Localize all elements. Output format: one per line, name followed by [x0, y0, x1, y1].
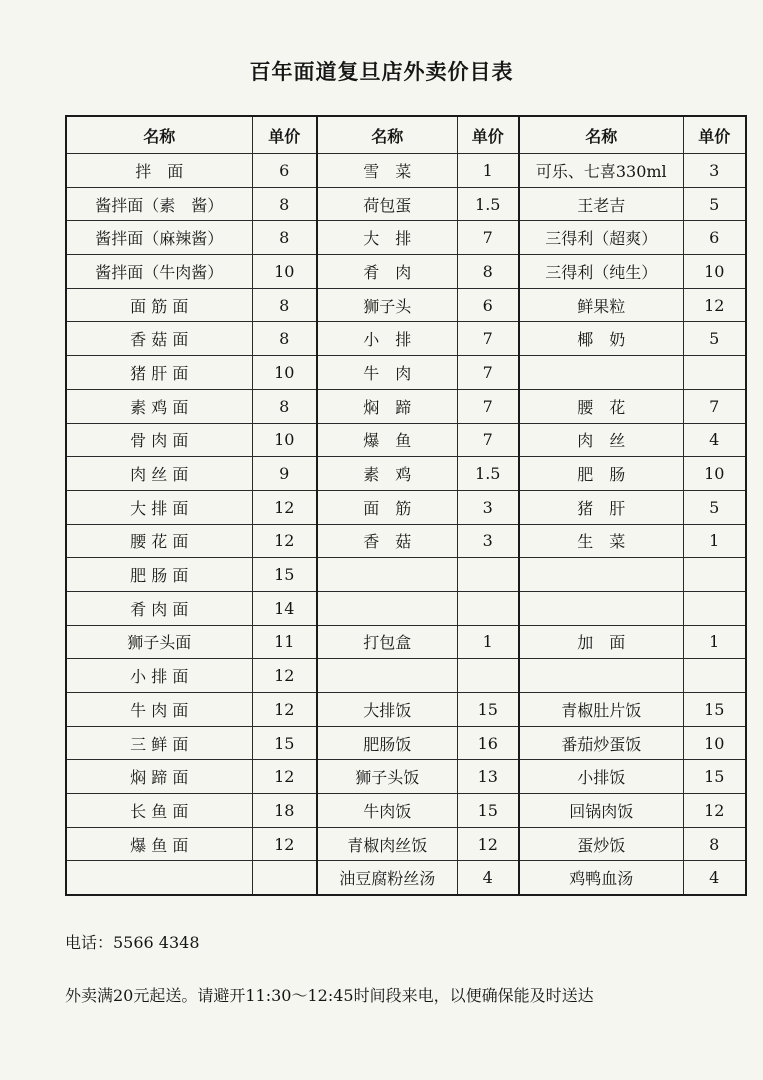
page-title: 百年面道复旦店外卖价目表 — [249, 60, 514, 84]
item-price: 15 — [252, 558, 317, 592]
item-price: 12 — [683, 288, 746, 322]
column-header-name: 名称 — [317, 116, 457, 154]
item-price — [457, 591, 519, 625]
item-name: 打包盒 — [317, 625, 457, 659]
item-price: 12 — [683, 794, 746, 828]
table-row — [66, 558, 746, 592]
item-price: 6 — [683, 221, 746, 255]
item-name: 牛肉饭 — [317, 794, 457, 828]
table-row — [66, 255, 746, 289]
item-name — [317, 659, 457, 693]
item-name: 面 筋 — [317, 490, 457, 524]
item-name: 焖 蹄 — [317, 389, 457, 423]
item-price: 15 — [252, 726, 317, 760]
item-price: 18 — [252, 794, 317, 828]
table-row — [66, 389, 746, 423]
item-price: 1 — [457, 625, 519, 659]
item-name: 三得利（纯生） — [519, 255, 683, 289]
table-row — [66, 356, 746, 390]
item-price — [457, 558, 519, 592]
item-name — [519, 356, 683, 390]
item-name: 青椒肉丝饭 — [317, 827, 457, 861]
item-price — [683, 356, 746, 390]
item-price: 1 — [683, 524, 746, 558]
item-name — [317, 558, 457, 592]
item-price: 8 — [252, 221, 317, 255]
column-header-name: 名称 — [519, 116, 683, 154]
column-header-price: 单价 — [457, 116, 519, 154]
item-price: 12 — [252, 659, 317, 693]
table-row — [66, 187, 746, 221]
item-price: 8 — [252, 288, 317, 322]
item-price: 12 — [252, 490, 317, 524]
item-price: 12 — [252, 827, 317, 861]
item-price: 7 — [683, 389, 746, 423]
item-name: 小排饭 — [519, 760, 683, 794]
item-price: 10 — [252, 423, 317, 457]
price-table-body — [66, 154, 746, 896]
table-row — [66, 322, 746, 356]
item-price: 8 — [252, 187, 317, 221]
item-price — [252, 861, 317, 895]
item-name: 肥 肠 — [519, 457, 683, 491]
item-price: 6 — [252, 154, 317, 188]
table-row — [66, 591, 746, 625]
item-name: 油豆腐粉丝汤 — [317, 861, 457, 895]
item-name: 素 鸡 面 — [66, 389, 252, 423]
table-row — [66, 625, 746, 659]
item-name: 肥 肠 面 — [66, 558, 252, 592]
item-name: 狮子头面 — [66, 625, 252, 659]
item-name: 回锅肉饭 — [519, 794, 683, 828]
item-price: 12 — [252, 524, 317, 558]
item-price: 1 — [683, 625, 746, 659]
item-name: 腰 花 面 — [66, 524, 252, 558]
item-name: 酱拌面（麻辣酱） — [66, 221, 252, 255]
column-header-name: 名称 — [66, 116, 252, 154]
item-name: 三 鲜 面 — [66, 726, 252, 760]
item-name: 小 排 面 — [66, 659, 252, 693]
item-name — [519, 558, 683, 592]
item-name: 生 菜 — [519, 524, 683, 558]
item-name: 肴 肉 — [317, 255, 457, 289]
item-price: 10 — [252, 255, 317, 289]
item-name: 鸡鸭血汤 — [519, 861, 683, 895]
item-name: 青椒肚片饭 — [519, 693, 683, 727]
table-row — [66, 726, 746, 760]
item-name: 香 菇 — [317, 524, 457, 558]
item-price: 15 — [457, 693, 519, 727]
item-price: 7 — [457, 356, 519, 390]
item-price: 15 — [683, 693, 746, 727]
table-row — [66, 490, 746, 524]
item-name: 长 鱼 面 — [66, 794, 252, 828]
item-price: 8 — [683, 827, 746, 861]
item-name: 爆 鱼 面 — [66, 827, 252, 861]
item-price: 4 — [457, 861, 519, 895]
item-price: 9 — [252, 457, 317, 491]
item-name: 小 排 — [317, 322, 457, 356]
item-name: 肉 丝 面 — [66, 457, 252, 491]
item-name: 焖 蹄 面 — [66, 760, 252, 794]
item-price: 11 — [252, 625, 317, 659]
item-name: 三得利（超爽） — [519, 221, 683, 255]
item-name: 王老吉 — [519, 187, 683, 221]
item-price: 7 — [457, 322, 519, 356]
item-price — [457, 659, 519, 693]
item-price — [683, 558, 746, 592]
item-price: 15 — [457, 794, 519, 828]
table-row — [66, 154, 746, 188]
item-price: 7 — [457, 389, 519, 423]
item-price: 8 — [252, 389, 317, 423]
item-price: 5 — [683, 322, 746, 356]
item-price: 3 — [457, 524, 519, 558]
item-name: 酱拌面（牛肉酱） — [66, 255, 252, 289]
item-price: 12 — [457, 827, 519, 861]
item-name: 爆 鱼 — [317, 423, 457, 457]
item-name: 酱拌面（素 酱） — [66, 187, 252, 221]
table-row — [66, 423, 746, 457]
price-table — [65, 115, 747, 896]
item-price: 6 — [457, 288, 519, 322]
item-price: 8 — [252, 322, 317, 356]
item-name: 狮子头 — [317, 288, 457, 322]
table-row — [66, 457, 746, 491]
delivery-note: 外卖满20元起送。请避开11:30～12:45时间段来电，以便确保能及时送达 — [65, 986, 594, 1005]
column-header-price: 单价 — [683, 116, 746, 154]
item-price — [683, 591, 746, 625]
item-name: 素 鸡 — [317, 457, 457, 491]
table-row — [66, 221, 746, 255]
item-price: 4 — [683, 423, 746, 457]
item-name: 肥肠饭 — [317, 726, 457, 760]
item-name: 肴 肉 面 — [66, 591, 252, 625]
item-price: 1.5 — [457, 187, 519, 221]
table-row — [66, 288, 746, 322]
table-row — [66, 861, 746, 895]
item-name: 雪 菜 — [317, 154, 457, 188]
item-price: 13 — [457, 760, 519, 794]
item-name: 大排饭 — [317, 693, 457, 727]
item-price: 16 — [457, 726, 519, 760]
item-price: 7 — [457, 221, 519, 255]
column-header-price: 单价 — [252, 116, 317, 154]
table-row — [66, 693, 746, 727]
item-name: 可乐、七喜330ml — [519, 154, 683, 188]
item-name: 狮子头饭 — [317, 760, 457, 794]
item-name: 荷包蛋 — [317, 187, 457, 221]
item-name: 番茄炒蛋饭 — [519, 726, 683, 760]
item-price: 3 — [683, 154, 746, 188]
item-name: 骨 肉 面 — [66, 423, 252, 457]
table-row — [66, 827, 746, 861]
item-name: 加 面 — [519, 625, 683, 659]
item-price: 10 — [252, 356, 317, 390]
item-name — [519, 591, 683, 625]
item-name: 蛋炒饭 — [519, 827, 683, 861]
table-row — [66, 760, 746, 794]
item-name: 鲜果粒 — [519, 288, 683, 322]
table-row — [66, 794, 746, 828]
header-row — [66, 116, 746, 154]
item-price: 1 — [457, 154, 519, 188]
item-price: 10 — [683, 255, 746, 289]
item-name: 大 排 — [317, 221, 457, 255]
item-name — [317, 591, 457, 625]
item-price: 5 — [683, 187, 746, 221]
item-name: 肉 丝 — [519, 423, 683, 457]
item-price: 3 — [457, 490, 519, 524]
item-price: 10 — [683, 457, 746, 491]
phone-number: 电话：5566 4348 — [65, 933, 200, 952]
item-name: 香 菇 面 — [66, 322, 252, 356]
item-name — [66, 861, 252, 895]
item-name: 牛 肉 面 — [66, 693, 252, 727]
item-name: 猪 肝 — [519, 490, 683, 524]
item-price: 8 — [457, 255, 519, 289]
item-name: 椰 奶 — [519, 322, 683, 356]
item-name: 拌 面 — [66, 154, 252, 188]
item-price: 14 — [252, 591, 317, 625]
item-name: 面 筋 面 — [66, 288, 252, 322]
item-name: 牛 肉 — [317, 356, 457, 390]
item-name — [519, 659, 683, 693]
item-price: 12 — [252, 760, 317, 794]
item-price: 15 — [683, 760, 746, 794]
item-name: 大 排 面 — [66, 490, 252, 524]
table-row — [66, 524, 746, 558]
table-row — [66, 659, 746, 693]
item-price — [683, 659, 746, 693]
item-price: 1.5 — [457, 457, 519, 491]
item-price: 7 — [457, 423, 519, 457]
item-name: 猪 肝 面 — [66, 356, 252, 390]
item-price: 5 — [683, 490, 746, 524]
item-price: 10 — [683, 726, 746, 760]
item-price: 4 — [683, 861, 746, 895]
item-name: 腰 花 — [519, 389, 683, 423]
item-price: 12 — [252, 693, 317, 727]
